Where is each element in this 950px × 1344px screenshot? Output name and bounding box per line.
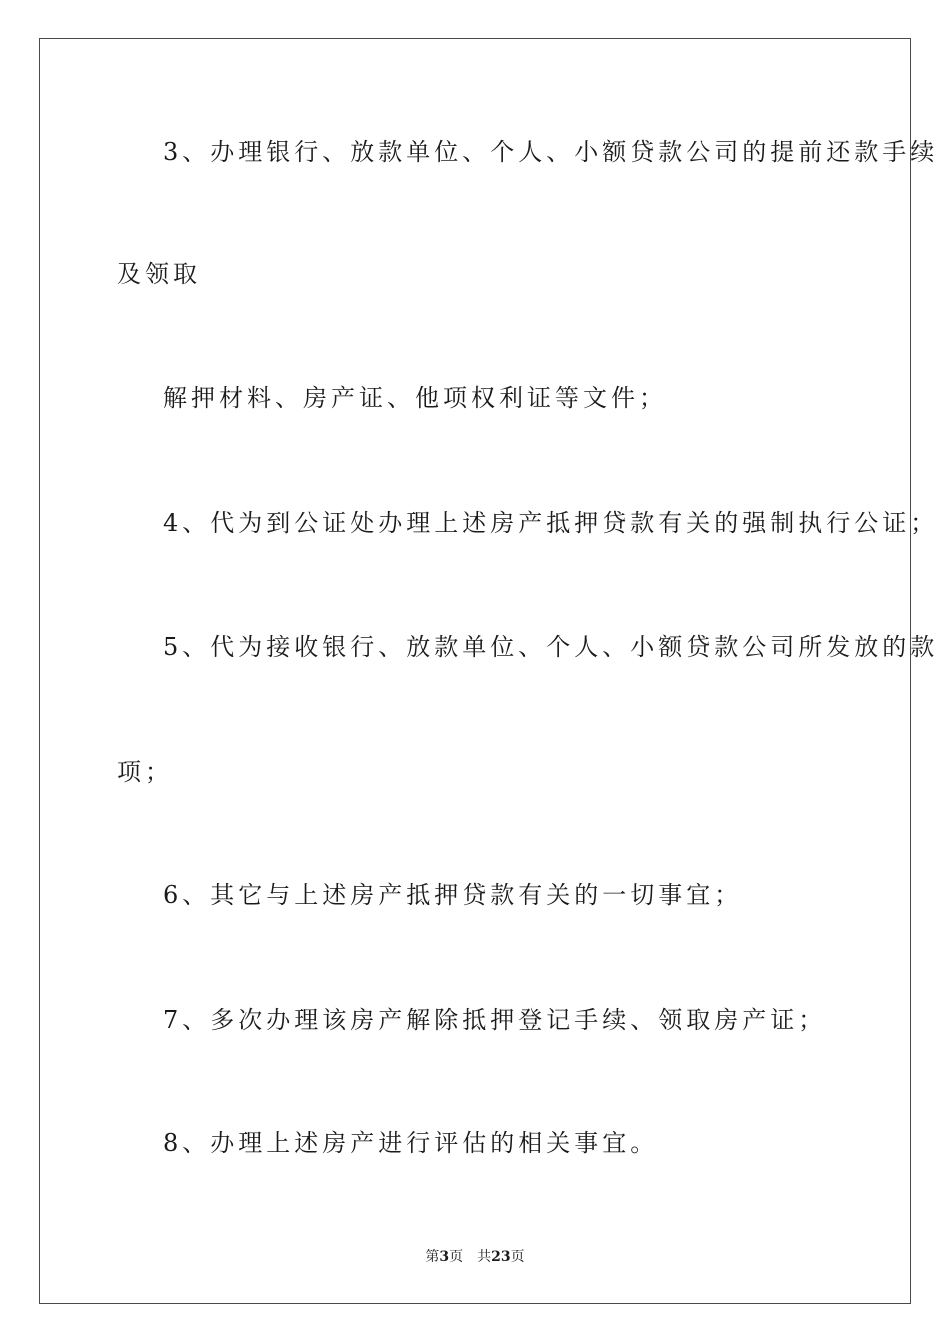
paragraph-line-5-continued: 项； (117, 758, 173, 786)
paragraph-line-6: 6、其它与上述房产抵押贷款有关的一切事宜； (163, 881, 743, 909)
footer-total-suffix: 页 (510, 1249, 525, 1265)
paragraph-line-release-materials: 解押材料、房产证、他项权利证等文件； (163, 384, 667, 412)
paragraph-line-3: 3、办理银行、放款单位、个人、小额贷款公司的提前还款手续 (163, 138, 939, 166)
paragraph-line-5: 5、代为接收银行、放款单位、个人、小额贷款公司所发放的款 (163, 633, 939, 661)
page-border (39, 38, 911, 1304)
footer-page-suffix: 页 (449, 1249, 464, 1265)
footer-page-number: 3 (439, 1249, 450, 1265)
paragraph-line-7: 7、多次办理该房产解除抵押登记手续、领取房产证； (163, 1006, 827, 1034)
footer-total-pages: 23 (491, 1249, 511, 1265)
paragraph-line-4: 4、代为到公证处办理上述房产抵押贷款有关的强制执行公证； (163, 509, 939, 537)
footer-total-prefix: 共 (477, 1249, 492, 1265)
footer-page-prefix: 第 (425, 1249, 440, 1265)
page-footer (0, 1248, 950, 1266)
paragraph-line-8: 8、办理上述房产进行评估的相关事宜。 (163, 1129, 659, 1157)
paragraph-line-3-continued: 及领取 (117, 260, 201, 288)
